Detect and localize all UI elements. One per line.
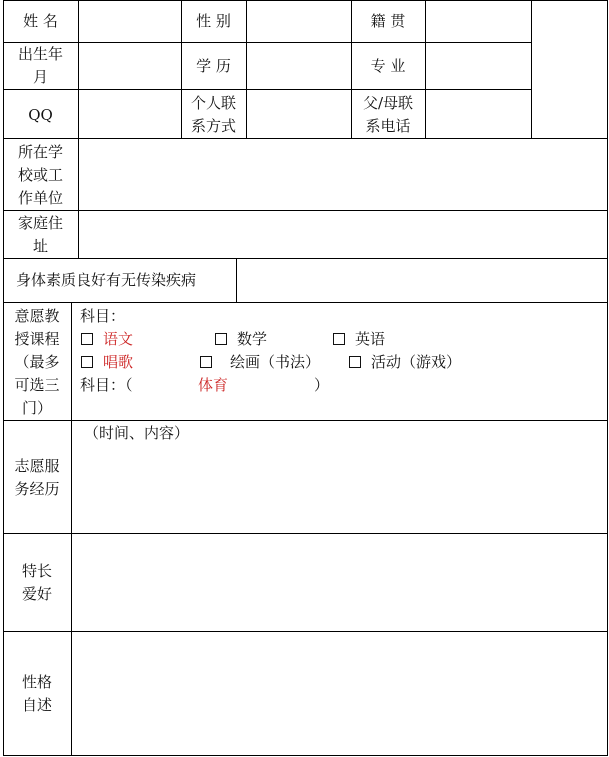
label-course-line4: 可选三 [14,376,60,394]
course-option-activity[interactable]: 活动（游戏） [349,350,461,374]
parent-phone-field[interactable] [426,90,531,138]
label-address-line2: 址 [32,237,48,255]
address-field[interactable] [79,211,607,258]
checkbox-icon[interactable] [215,333,227,345]
label-birth-line1: 出生年 [17,45,63,63]
label-specialty-line1: 特长 [21,562,52,580]
qq-field[interactable] [79,90,181,138]
label-volunteer-line1: 志愿服 [14,457,60,475]
label-major: 专 业 [370,57,406,75]
course-option-chinese[interactable]: 语文 [81,327,133,351]
volunteer-field[interactable] [72,445,607,533]
name-field[interactable] [79,1,181,42]
gender-field[interactable] [247,1,351,42]
label-course-line5: 门） [21,399,52,417]
row-line [3,755,608,756]
row-line [3,302,608,303]
label-school-line1: 所在学 [17,143,63,161]
label-course-line3: （最多 [14,353,60,371]
checkbox-icon[interactable] [200,356,212,368]
specialty-field[interactable] [72,534,607,631]
school-field[interactable] [79,139,607,210]
education-field[interactable] [247,43,351,89]
native-place-field[interactable] [426,1,531,42]
course-option-singing[interactable]: 唱歌 [81,350,133,374]
personality-field[interactable] [72,632,607,755]
label-birth-line2: 月 [32,68,48,86]
course-option-math[interactable]: 数学 [215,327,267,351]
course-other-suffix: ） [314,376,330,394]
label-qq: QQ [28,106,53,124]
label-personality-line2: 自述 [21,696,52,714]
checkbox-icon[interactable] [81,356,93,368]
major-field[interactable] [426,43,531,89]
label-native-place: 籍 贯 [370,12,406,30]
label-parent-line1: 父/母联 [362,94,414,112]
course-other-prefix: 科目：（ [80,376,133,394]
col-line [607,0,608,756]
checkbox-icon[interactable] [81,333,93,345]
checkbox-icon[interactable] [349,356,361,368]
label-name: 姓 名 [23,12,58,30]
course-other-value[interactable]: 体育 [198,376,229,394]
health-field[interactable] [237,259,607,302]
birth-field[interactable] [79,43,181,89]
checkbox-icon[interactable] [333,333,345,345]
label-course-line1: 意愿教 [14,307,60,325]
photo-field[interactable] [532,1,607,138]
label-health: 身体素质良好有无传染疾病 [16,271,197,289]
label-address-line1: 家庭住 [17,214,63,232]
volunteer-hint: （时间、内容） [84,424,190,442]
course-option-painting[interactable]: 绘画（书法） [200,350,320,374]
contact-field[interactable] [247,90,351,138]
course-subject-label: 科目： [80,307,126,325]
label-specialty-line2: 爱好 [21,585,52,603]
label-parent-line2: 系电话 [365,117,411,135]
course-option-english[interactable]: 英语 [333,327,385,351]
label-contact-line2: 系方式 [190,117,236,135]
label-personality-line1: 性格 [21,673,52,691]
label-gender: 性 别 [196,12,231,30]
label-volunteer-line2: 务经历 [14,480,60,498]
label-school-line2: 校或工 [17,166,63,184]
label-contact-line1: 个人联 [190,94,236,112]
label-school-line3: 作单位 [17,189,63,207]
label-education: 学 历 [196,57,231,75]
label-course-line2: 授课程 [14,330,60,348]
